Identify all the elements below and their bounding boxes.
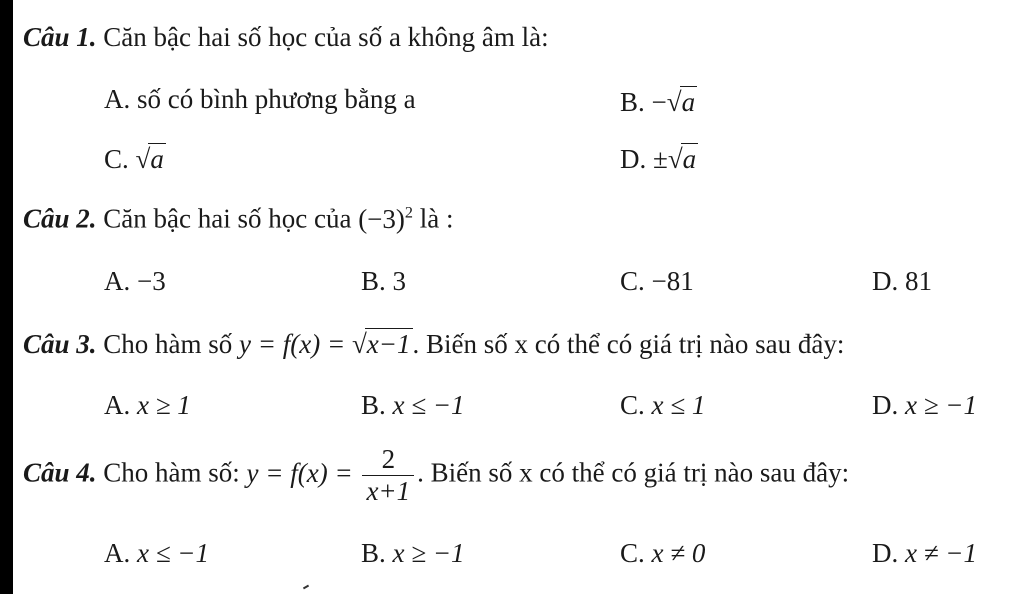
q2-option-c-text: −81 <box>651 266 694 296</box>
q4-option-a-text: x ≤ −1 <box>137 538 210 568</box>
question-1-stem <box>23 24 549 51</box>
question-2-text: Căn bậc hai số học của <box>103 203 352 234</box>
question-4-text: Cho hàm số: <box>103 457 240 488</box>
question-4-denominator: x+1 <box>366 476 411 506</box>
q1-option-c-radicand: a <box>150 144 164 174</box>
q1-option-b-radicand: a <box>681 87 696 117</box>
question-3-formula-lhs: y = f(x) = <box>239 329 352 359</box>
question-2-base: (−3) <box>358 203 405 234</box>
q2-option-d-letter: D. <box>872 266 899 296</box>
q4-option-a[interactable] <box>104 540 209 567</box>
q1-option-c-letter: C. <box>104 144 129 174</box>
q1-option-d-radicand: a <box>682 144 697 174</box>
q4-option-d-text: x ≠ −1 <box>905 538 978 568</box>
left-border-bar <box>0 0 13 594</box>
q1-option-d[interactable] <box>620 143 698 173</box>
q3-option-b[interactable] <box>361 392 465 419</box>
q2-option-b[interactable] <box>361 268 406 295</box>
q4-option-b-text: x ≥ −1 <box>392 538 465 568</box>
question-2-expression <box>358 204 413 234</box>
q3-option-a-letter: A. <box>104 390 131 420</box>
q2-option-c[interactable] <box>620 268 694 295</box>
q3-option-a[interactable] <box>104 392 191 419</box>
q3-option-a-text: x ≥ 1 <box>137 390 191 420</box>
q3-option-c[interactable] <box>620 392 705 419</box>
q4-option-d-letter: D. <box>872 538 899 568</box>
q4-option-b-letter: B. <box>361 538 386 568</box>
q2-option-a[interactable] <box>104 268 166 295</box>
q1-option-d-letter: D. <box>620 144 647 174</box>
q1-option-b[interactable] <box>620 86 697 116</box>
q4-option-c-letter: C. <box>620 538 645 568</box>
question-4-formula <box>246 444 418 506</box>
q2-option-a-text: −3 <box>137 266 166 296</box>
q1-option-a-text: số có bình phương bằng a <box>137 84 416 114</box>
q2-option-a-letter: A. <box>104 266 131 296</box>
question-2-text-end: là : <box>419 203 454 234</box>
question-2-label: Câu 2. <box>23 203 97 234</box>
q1-option-b-sign: − <box>651 87 667 117</box>
question-4-fraction <box>362 446 414 505</box>
q1-option-b-letter: B. <box>620 87 645 117</box>
q1-option-d-sqrt: √a <box>667 144 697 174</box>
question-1-text: Căn bậc hai số học của số a không âm là: <box>103 22 549 52</box>
q4-option-b[interactable] <box>361 540 465 567</box>
q1-option-c-sqrt: √a <box>135 144 164 174</box>
question-4-numerator: 2 <box>362 446 414 476</box>
question-3-label: Câu 3. <box>23 329 97 359</box>
q1-option-a[interactable] <box>104 86 416 113</box>
q2-option-b-text: 3 <box>392 266 407 296</box>
question-4-text-end: . Biến số x có thể có giá trị nào sau đây: <box>417 457 850 488</box>
q3-option-d-text: x ≥ −1 <box>905 390 978 420</box>
q3-option-b-text: x ≤ −1 <box>392 390 465 420</box>
q1-option-a-letter: A. <box>104 84 131 114</box>
q3-option-d-letter: D. <box>872 390 899 420</box>
q2-option-b-letter: B. <box>361 266 386 296</box>
question-2-stem <box>23 204 454 233</box>
question-1-label: Câu 1. <box>23 22 97 52</box>
q2-option-d[interactable] <box>872 268 932 295</box>
stray-mark <box>303 585 309 590</box>
question-3-text: Cho hàm số <box>103 329 233 359</box>
q1-option-d-sign: ± <box>653 144 668 174</box>
q4-option-c-text: x ≠ 0 <box>651 538 706 568</box>
q3-option-d[interactable] <box>872 392 977 419</box>
question-3-formula <box>239 329 412 359</box>
q2-option-c-letter: C. <box>620 266 645 296</box>
question-4-stem <box>23 446 849 505</box>
question-3-text-end: . Biến số x có thể có giá trị nào sau đây: <box>412 329 845 359</box>
question-3-radicand: x−1 <box>366 329 411 359</box>
q4-option-a-letter: A. <box>104 538 131 568</box>
q2-option-d-text: 81 <box>905 266 932 296</box>
question-3-stem <box>23 328 844 358</box>
q4-option-d[interactable] <box>872 540 977 567</box>
question-4-formula-lhs: y = f(x) = <box>246 457 360 488</box>
question-3-sqrt: √x−1 <box>351 329 411 359</box>
question-4-label: Câu 4. <box>23 457 97 488</box>
q1-option-c[interactable] <box>104 143 166 173</box>
q4-option-c[interactable] <box>620 540 705 567</box>
q3-option-b-letter: B. <box>361 390 386 420</box>
q3-option-c-letter: C. <box>620 390 645 420</box>
question-2-exponent: 2 <box>404 203 413 221</box>
q1-option-b-sqrt: √a <box>666 87 696 117</box>
q3-option-c-text: x ≤ 1 <box>651 390 706 420</box>
